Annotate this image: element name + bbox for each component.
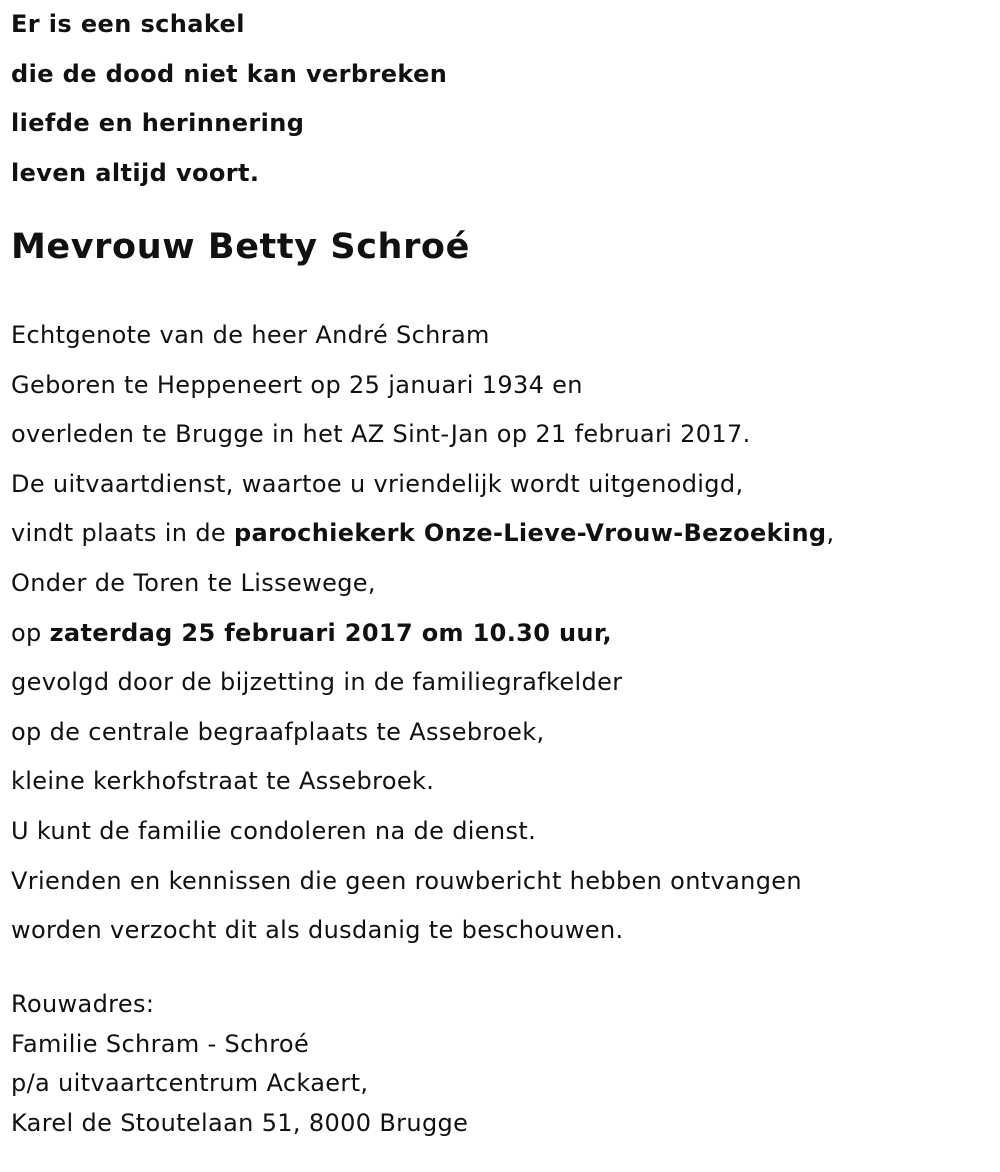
birth-line: Geboren te Heppeneert op 25 januari 1934 en (11, 370, 583, 399)
spouse-line: Echtgenote van de heer André Schram (11, 321, 490, 349)
address-label: Rouwadres: (11, 989, 155, 1018)
location-line (11, 509, 991, 559)
cemetery-line: op de centrale begraafplaats te Assebroek, (11, 717, 545, 746)
poem-line: Er is een schakel (11, 10, 245, 38)
no-card-line-1: Vrienden en kennissen die geen rouwbericht hebben ontvangen (11, 866, 802, 895)
mourning-address (11, 985, 991, 1144)
church-name: parochiekerk Onze-Lieve-Vrouw-Bezoeking (234, 519, 827, 548)
place-line: Onder de Toren te Lissewege, (11, 568, 376, 597)
poem-line: leven altijd voort. (11, 158, 260, 187)
condolences-line: U kunt de familie condoleren na de dienst. (11, 816, 537, 845)
location-prefix: vindt plaats in de (11, 519, 235, 548)
poem-line: liefde en herinnering (11, 109, 305, 137)
date-line (11, 609, 991, 659)
invitation-line: De uitvaartdienst, waartoe u vriendelijk wordt uitgenodigd, (11, 469, 744, 498)
notice-body (11, 311, 991, 956)
location-suffix: , (826, 519, 835, 548)
street-line: kleine kerkhofstraat te Assebroek. (11, 767, 435, 796)
obituary-notice (11, 0, 991, 1144)
address-care-of: p/a uitvaartcentrum Ackaert, (11, 1069, 369, 1098)
memorial-poem (11, 0, 991, 198)
burial-line: gevolgd door de bijzetting in de familiegrafkelder (11, 668, 623, 697)
death-line: overleden te Brugge in het AZ Sint-Jan op 21 februari 2017. (11, 420, 751, 449)
address-family: Familie Schram - Schroé (11, 1029, 310, 1058)
date-prefix: op (11, 618, 50, 647)
service-date: zaterdag 25 februari 2017 om 10.30 uur, (49, 618, 612, 647)
poem-line: die de dood niet kan verbreken (11, 59, 448, 88)
no-card-line-2: worden verzocht dit als dusdanig te beschouwen. (11, 916, 624, 945)
deceased-name: Mevrouw Betty Schroé (11, 227, 470, 267)
address-street: Karel de Stoutelaan 51, 8000 Brugge (11, 1109, 469, 1138)
